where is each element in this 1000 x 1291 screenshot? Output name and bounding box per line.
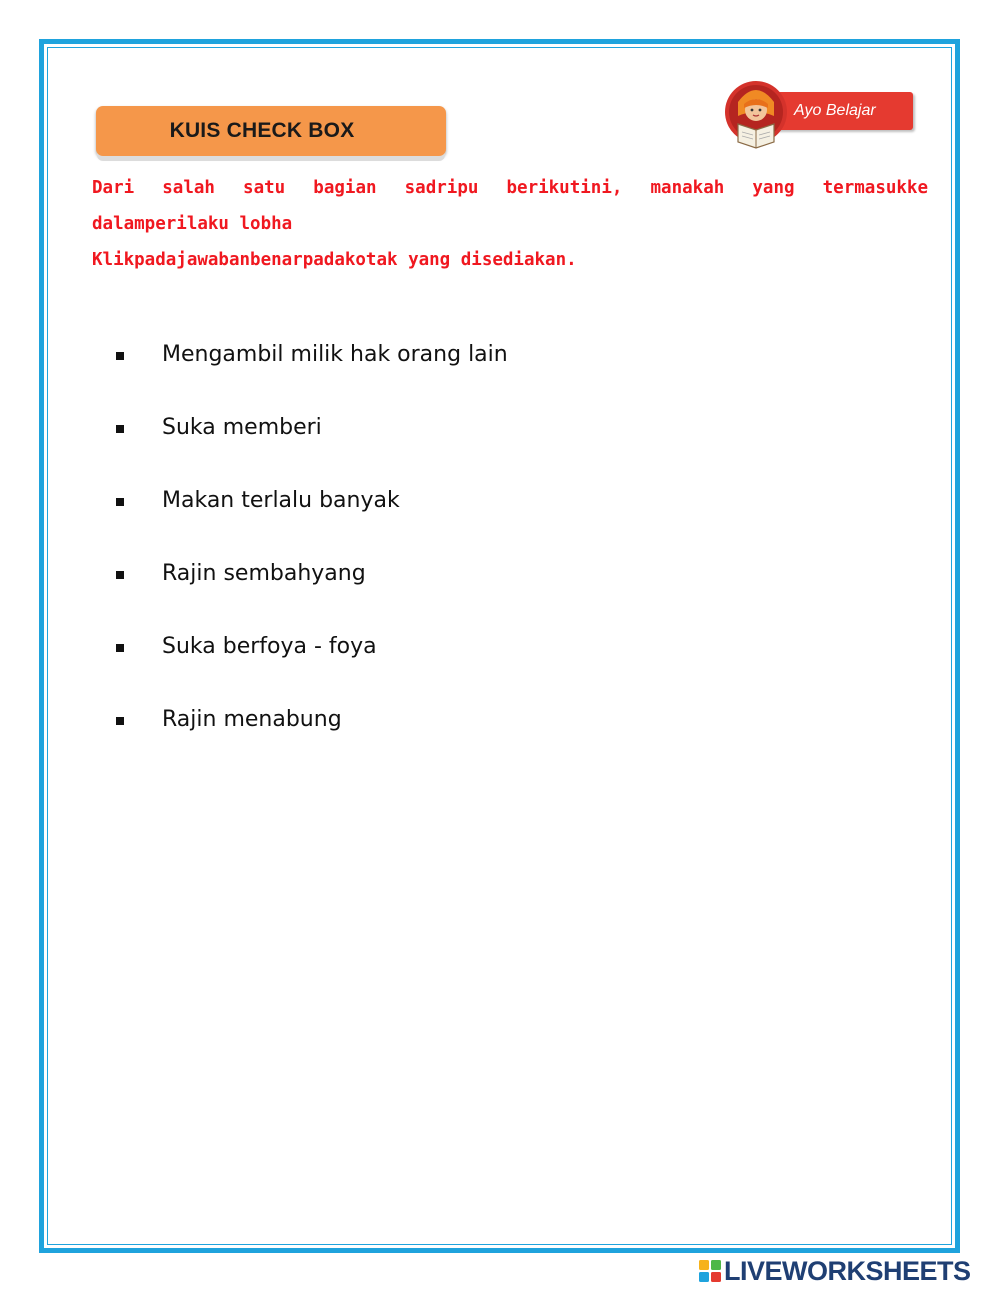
logo-text: Ayo Belajar	[794, 102, 876, 119]
answer-options-list	[116, 338, 816, 776]
question-text: Dari salah satu bagian sadripu berikutini, manakah yang termasukke dalamperilaku lobha	[92, 178, 928, 234]
answer-option-label: Rajin menabung	[162, 707, 342, 732]
instructions	[92, 170, 928, 278]
answer-option[interactable]	[116, 338, 816, 411]
answer-option-label: Mengambil milik hak orang lain	[162, 342, 508, 367]
square-bullet-icon	[116, 644, 124, 652]
liveworksheets-logo-icon	[698, 1259, 722, 1283]
answer-option-label: Suka berfoya - foya	[162, 634, 377, 659]
square-bullet-icon	[116, 352, 124, 360]
brand-text: LIVEWORKSHEETS	[724, 1256, 971, 1286]
answer-option-label: Makan terlalu banyak	[162, 488, 400, 513]
answer-option[interactable]	[116, 484, 816, 557]
title-banner	[96, 106, 446, 156]
reading-girl-icon	[724, 72, 804, 156]
answer-option[interactable]	[116, 411, 816, 484]
square-bullet-icon	[116, 717, 124, 725]
ayo-belajar-logo	[724, 72, 916, 156]
square-bullet-icon	[116, 498, 124, 506]
answer-option[interactable]	[116, 630, 816, 703]
square-bullet-icon	[116, 571, 124, 579]
square-bullet-icon	[116, 425, 124, 433]
answer-option[interactable]	[116, 703, 816, 776]
hint-text: Klikpadajawabanbenarpadakotak yang disediakan.	[92, 250, 577, 270]
answer-option-label: Suka memberi	[162, 415, 322, 440]
answer-option[interactable]	[116, 557, 816, 630]
page-title: KUIS CHECK BOX	[169, 119, 355, 142]
answer-option-label: Rajin sembahyang	[162, 561, 366, 586]
liveworksheets-brand	[698, 1257, 971, 1285]
